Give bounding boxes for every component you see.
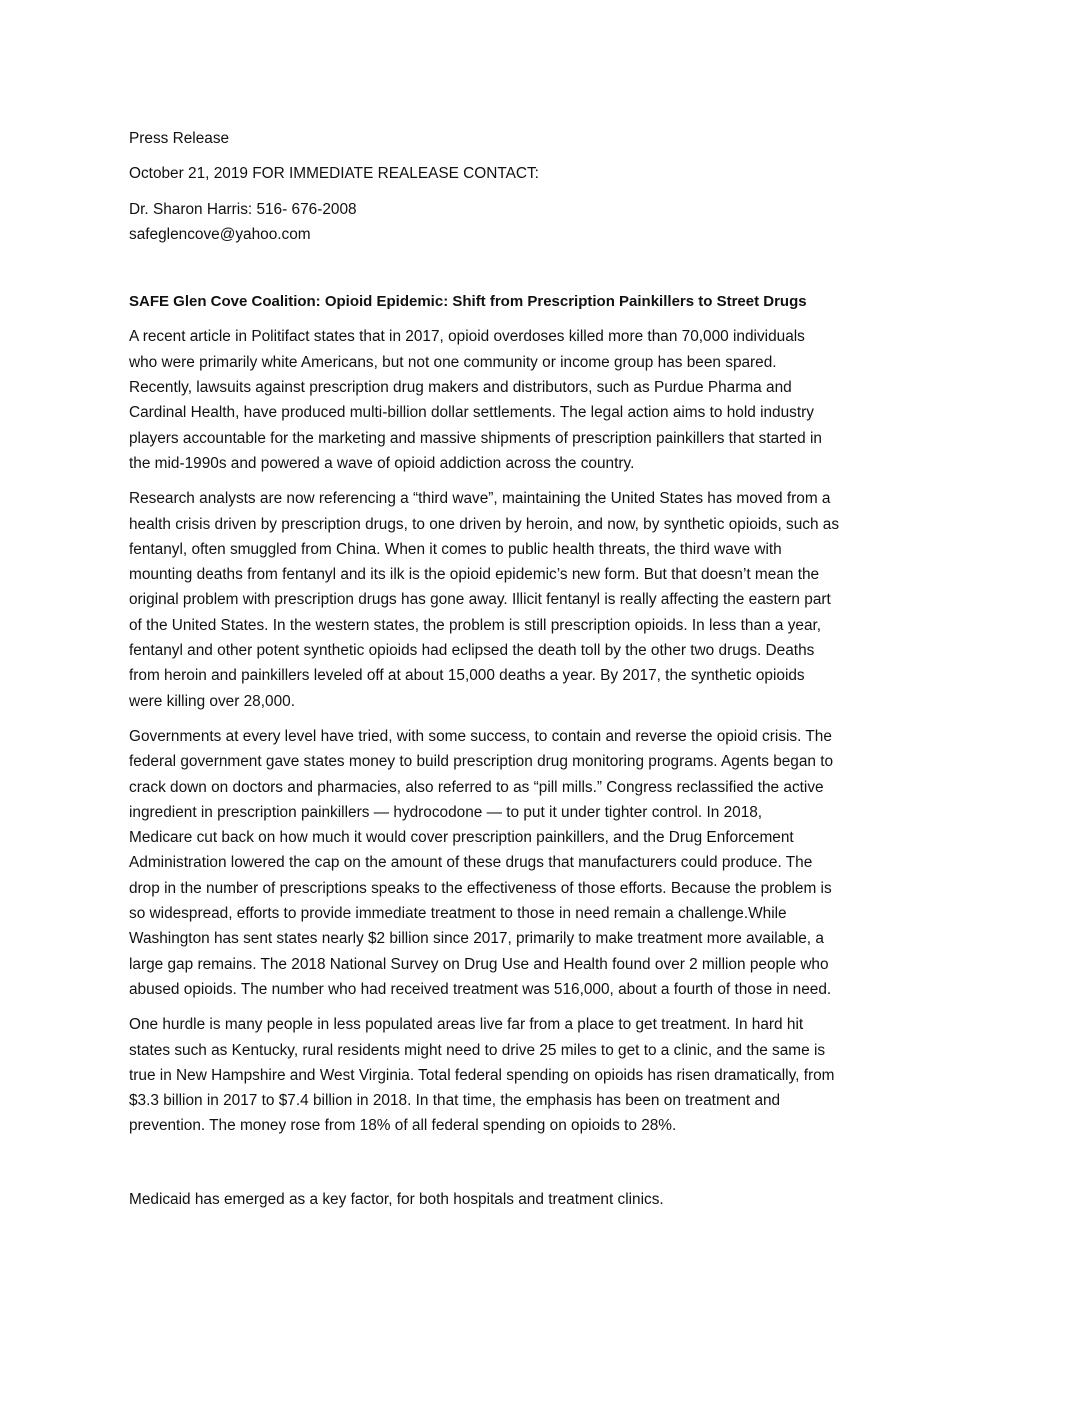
paragraph-line: Cardinal Health, have produced multi-billion dollar settlements. The legal action aims to hold industry xyxy=(129,404,814,422)
paragraph-line: prevention. The money rose from 18% of all federal spending on opioids to 28%. xyxy=(129,1117,677,1135)
press-headline: SAFE Glen Cove Coalition: Opioid Epidemic: Shift from Prescription Painkillers to Street Drugs xyxy=(129,293,807,311)
closing-paragraph: Medicaid has emerged as a key factor, for both hospitals and treatment clinics. xyxy=(129,1190,664,1208)
contact-email: safeglencove@yahoo.com xyxy=(129,225,311,243)
paragraph-line: so widespread, efforts to provide immediate treatment to those in need remain a challenge.While xyxy=(129,905,787,923)
paragraph-line: mounting deaths from fentanyl and its ilk is the opioid epidemic’s new form. But that doesn’t mean the xyxy=(129,566,820,584)
paragraph-line: states such as Kentucky, rural residents might need to drive 25 miles to get to a clinic, and the same is xyxy=(129,1041,826,1059)
paragraph-line: original problem with prescription drugs has gone away. Illicit fentanyl is really affecting the eastern part xyxy=(129,591,831,609)
paragraph-line: fentanyl and other potent synthetic opioids had eclipsed the death toll by the other two drugs. Deaths xyxy=(129,642,815,660)
document-body xyxy=(129,126,961,1212)
paragraph-line: Administration lowered the cap on the amount of these drugs that manufacturers could produce. The xyxy=(129,854,813,872)
paragraph-line: Medicare cut back on how much it would cover prescription painkillers, and the Drug Enforcement xyxy=(129,829,794,847)
paragraph-line: Washington has sent states nearly $2 billion since 2017, primarily to make treatment more available, a xyxy=(129,930,824,948)
paragraph-line: abused opioids. The number who had received treatment was 516,000, about a fourth of those in need. xyxy=(129,980,832,998)
paragraph-line: ingredient in prescription painkillers — hydrocodone — to put it under tighter control. In 2018, xyxy=(129,803,763,821)
paragraph-line: players accountable for the marketing and massive shipments of prescription painkillers that started in xyxy=(129,429,822,447)
paragraph-line: crack down on doctors and pharmacies, also referred to as “pill mills.” Congress reclassified the active xyxy=(129,778,824,796)
paragraph-line: the mid-1990s and powered a wave of opioid addiction across the country. xyxy=(129,454,635,472)
paragraph-line: Recently, lawsuits against prescription drug makers and distributors, such as Purdue Pharma and xyxy=(129,379,792,397)
contact-name-phone: Dr. Sharon Harris: 516- 676-2008 xyxy=(129,200,357,218)
paragraph-4 xyxy=(129,1012,961,1138)
paragraph-line: large gap remains. The 2018 National Survey on Drug Use and Health found over 2 million people who xyxy=(129,955,829,973)
paragraph-1 xyxy=(129,324,961,476)
paragraph-2 xyxy=(129,486,961,714)
paragraph-line: from heroin and painkillers leveled off at about 15,000 deaths a year. By 2017, the synthetic opioids xyxy=(129,667,805,685)
paragraph-3 xyxy=(129,724,961,1002)
press-release-label: Press Release xyxy=(129,130,230,147)
paragraph-line: $3.3 billion in 2017 to $7.4 billion in 2018. In that time, the emphasis has been on treatment and xyxy=(129,1092,781,1110)
paragraph-line: health crisis driven by prescription drugs, to one driven by heroin, and now, by synthetic opioids, such as xyxy=(129,515,840,533)
paragraph-line: One hurdle is many people in less populated areas live far from a place to get treatment. In hard hit xyxy=(129,1016,804,1034)
paragraph-line: who were primarily white Americans, but not one community or income group has been spared. xyxy=(129,353,777,371)
release-date-line: October 21, 2019 FOR IMMEDIATE REALEASE CONTACT: xyxy=(129,165,539,183)
paragraph-line: A recent article in Politifact states that in 2017, opioid overdoses killed more than 70,000 individuals xyxy=(129,328,805,346)
paragraph-line: of the United States. In the western states, the problem is still prescription opioids. In less than a year, xyxy=(129,616,822,634)
paragraph-line: Research analysts are now referencing a “third wave”, maintaining the United States has moved from a xyxy=(129,490,831,508)
paragraph-line: federal government gave states money to build prescription drug monitoring programs. Agents began to xyxy=(129,753,834,771)
paragraph-line: true in New Hampshire and West Virginia. Total federal spending on opioids has risen dramatically, from xyxy=(129,1066,835,1084)
paragraph-line: were killing over 28,000. xyxy=(129,692,295,710)
paragraph-line: fentanyl, often smuggled from China. When it comes to public health threats, the third wave with xyxy=(129,540,782,558)
paragraph-line: Governments at every level have tried, with some success, to contain and reverse the opioid crisis. The xyxy=(129,727,832,745)
paragraph-line: drop in the number of prescriptions speaks to the effectiveness of those efforts. Because the problem is xyxy=(129,879,832,897)
